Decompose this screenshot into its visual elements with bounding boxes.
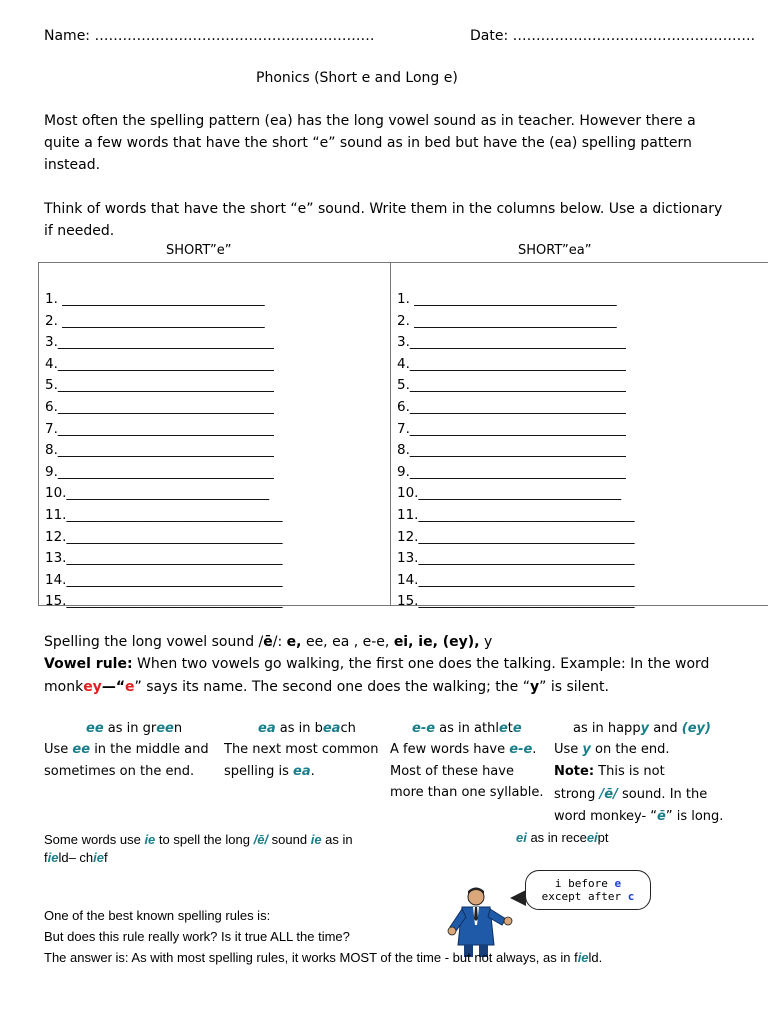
closing-text: The answer is: As with most spelling rules, it works MOST of the time - but not always, as in f: [44, 950, 578, 965]
y-desc-1: [554, 742, 669, 757]
short-ea-row[interactable]: 9.________________________________: [397, 463, 626, 480]
red-e: e: [125, 679, 135, 695]
y-as-in: as in happ: [573, 721, 641, 736]
bubble-e: e: [614, 877, 622, 890]
ee-heading: [86, 721, 182, 736]
short-ea-row[interactable]: 5.________________________________: [397, 377, 626, 394]
short-e-row[interactable]: 2. ______________________________: [45, 312, 265, 329]
e-e-highlight-1: e: [498, 721, 508, 736]
short-ea-row[interactable]: 11.________________________________: [397, 506, 635, 523]
e-e-heading: [412, 721, 522, 736]
ie-sound: sound: [268, 832, 311, 847]
short-e-row[interactable]: 15.________________________________: [45, 593, 283, 610]
date-field-label: Date: …………………………………………….: [470, 28, 756, 44]
ea-desc-2: [224, 764, 315, 779]
e-e-t: t: [507, 721, 513, 736]
short-ea-row[interactable]: 6.________________________________: [397, 398, 626, 415]
ea-end: ch: [340, 721, 356, 736]
ee-use: Use: [44, 742, 73, 757]
spelling-long-vowel-line: [44, 634, 492, 650]
short-e-row[interactable]: 11.________________________________: [45, 506, 283, 523]
short-e-row[interactable]: 12.________________________________: [45, 528, 283, 545]
note-label: Note:: [554, 764, 595, 779]
short-e-column-header: SHORT”e”: [166, 243, 232, 258]
short-ea-row[interactable]: 12.________________________________: [397, 528, 635, 545]
short-ea-row[interactable]: 4.________________________________: [397, 355, 626, 372]
receipt-ei: ei: [586, 830, 598, 845]
pattern-y: y: [479, 634, 493, 650]
short-e-row[interactable]: 9.________________________________: [45, 463, 274, 480]
e-macron: ē: [263, 634, 273, 650]
short-e-row[interactable]: 8.________________________________: [45, 442, 274, 459]
ie-rule-line-2: [44, 850, 108, 865]
ie-rule-line-1: [44, 832, 353, 847]
bubble-line-2: [526, 890, 650, 903]
bubble-line-1: [526, 877, 650, 890]
slash-colon: /:: [272, 634, 287, 650]
short-e-row[interactable]: 3.________________________________: [45, 334, 274, 351]
ee-middle: in the middle and: [90, 742, 209, 757]
short-e-row[interactable]: 10.______________________________: [45, 485, 269, 502]
y-highlight: y: [640, 721, 650, 736]
ea-spelling-is: spelling is: [224, 764, 293, 779]
vowel-rule-text-2: ” says its name. The second one does the walking; the “: [134, 679, 530, 695]
short-ea-column: [397, 289, 634, 613]
ie-as-in: as in: [321, 832, 353, 847]
i-before: i before: [554, 877, 615, 890]
e-e-pattern-2: e-e: [509, 742, 533, 757]
vowel-rule-text: When two vowels go walking, the first one does the talking. Example: In the word: [132, 656, 710, 672]
pattern-ee-ea: ee, ea , e-e,: [301, 634, 394, 650]
short-e-row[interactable]: 13.________________________________: [45, 550, 283, 567]
ee-as-in: as in gr: [103, 721, 157, 736]
y-pattern-2: y: [582, 742, 591, 757]
name-field-label: Name: ……………………………………………………: [44, 28, 375, 44]
speech-bubble-tail: [510, 890, 526, 906]
short-e-row[interactable]: 6.________________________________: [45, 398, 274, 415]
ey-pattern: (ey): [681, 721, 711, 736]
short-ea-row[interactable]: 1. ______________________________: [397, 291, 617, 307]
e-e-pattern: e-e: [412, 721, 436, 736]
chief-ie: ie: [93, 850, 105, 865]
short-ea-row[interactable]: 15.________________________________: [397, 593, 635, 610]
ea-heading: [258, 721, 356, 736]
ee-pattern-2: ee: [72, 742, 91, 757]
y-desc-3: [554, 787, 707, 802]
closing-end: ld.: [588, 950, 603, 965]
spelling-lead: Spelling the long vowel sound /: [44, 634, 264, 650]
e-e-desc-3: more than one syllable.: [390, 785, 544, 800]
note-text: This is not: [594, 764, 665, 779]
sound-in-the: sound. In the: [617, 787, 708, 802]
y-heading: [573, 721, 711, 736]
speech-bubble: [525, 870, 651, 910]
short-e-row[interactable]: 14.________________________________: [45, 571, 283, 588]
e-e-highlight-2: e: [512, 721, 522, 736]
ea-highlight: ea: [322, 721, 341, 736]
ea-pattern: ea: [258, 721, 276, 736]
short-ea-row[interactable]: 7.________________________________: [397, 420, 626, 437]
receipt-end: pt: [597, 830, 609, 845]
e-e-few-words: A few words have: [390, 742, 510, 757]
ie-e-macron: /ē/: [253, 832, 269, 847]
short-ea-row[interactable]: 2. ______________________________: [397, 312, 617, 329]
e-e-desc-2: Most of these have: [390, 764, 514, 779]
dash: —“: [101, 679, 126, 695]
ei-as-in: as in rece: [526, 830, 587, 845]
vowel-rule-line-1: [44, 656, 709, 672]
field-rest: ld– ch: [58, 850, 94, 865]
short-ea-row[interactable]: 8.________________________________: [397, 442, 626, 459]
bold-y: y: [529, 679, 540, 695]
short-ea-row[interactable]: 10.______________________________: [397, 485, 621, 502]
e-e-desc-1: [390, 742, 536, 757]
ei-rule: [516, 830, 609, 845]
vowel-rule-label: Vowel rule:: [44, 656, 133, 672]
pattern-ei-ie-ey: ei, ie, (ey),: [393, 634, 480, 650]
ea-desc-1: The next most common: [224, 742, 379, 757]
y-on-end: on the end.: [590, 742, 670, 757]
short-ea-row[interactable]: 3.________________________________: [397, 334, 626, 351]
is-long: ” is long.: [665, 809, 724, 824]
y-desc-4: [554, 809, 723, 824]
y-use: Use: [554, 742, 583, 757]
y-desc-2: [554, 764, 665, 779]
except-after: except after: [541, 890, 628, 903]
ie-pattern-1: ie: [144, 832, 156, 847]
monkey-ey: ey: [83, 679, 102, 695]
ee-pattern: ee: [86, 721, 104, 736]
pattern-e: e,: [286, 634, 302, 650]
y-and: and: [649, 721, 682, 736]
ee-desc-1: [44, 742, 209, 757]
ee-highlight: ee: [156, 721, 174, 736]
short-ea-row[interactable]: 14.________________________________: [397, 571, 635, 588]
word-monkey: word monkey- “: [554, 809, 658, 824]
ea-as-in: as in b: [275, 721, 323, 736]
monkey-start: monk: [44, 679, 84, 695]
bubble-c: c: [627, 890, 635, 903]
intro-paragraph: Most often the spelling pattern (ea) has the long vowel sound as in teacher. However there a quite a few words that have the short “e” sound as in bed but have the (ea) spelling pattern instead.: [44, 113, 696, 173]
ee-desc-2: sometimes on the end.: [44, 764, 195, 779]
closing-line-2: But does this rule really work? Is it true ALL the time?: [44, 929, 350, 944]
e-macron-2: ē: [657, 809, 666, 824]
ea-period: .: [310, 764, 315, 779]
ie-to-spell: to spell the long: [155, 832, 254, 847]
short-e-row[interactable]: 5.________________________________: [45, 377, 274, 394]
instruction-paragraph: Think of words that have the short “e” sound. Write them in the columns below. Use a dictionary if needed.: [44, 201, 723, 239]
ie-some-words: Some words use: [44, 832, 145, 847]
word-table: [38, 262, 768, 610]
short-e-row[interactable]: 7.________________________________: [45, 420, 274, 437]
closing-line-1: One of the best known spelling rules is:: [44, 908, 271, 923]
strong: strong: [554, 787, 600, 802]
e-e-period: .: [532, 742, 537, 757]
short-ea-column-header: SHORT”ea”: [518, 243, 592, 258]
e-macron-sound: /ē/: [599, 787, 618, 802]
field-ie: ie: [47, 850, 59, 865]
short-ea-row[interactable]: 13.________________________________: [397, 550, 635, 567]
chief-f: f: [104, 850, 108, 865]
vowel-rule-text-3: ” is silent.: [539, 679, 609, 695]
page-title: Phonics (Short e and Long e): [256, 70, 458, 86]
short-e-row[interactable]: 1. ______________________________: [45, 291, 265, 307]
column-divider: [390, 263, 391, 605]
ea-pattern-2: ea: [293, 764, 311, 779]
field-f: f: [44, 850, 48, 865]
e-e-as-in: as in athl: [435, 721, 499, 736]
closing-ie: ie: [577, 950, 589, 965]
ie-pattern-2: ie: [310, 832, 322, 847]
ei-pattern: ei: [516, 830, 527, 845]
vowel-rule-line-2: [44, 679, 609, 695]
short-e-row[interactable]: 4.________________________________: [45, 355, 274, 372]
short-e-column: [45, 289, 282, 613]
closing-line-3: [44, 950, 602, 965]
ee-end: n: [173, 721, 183, 736]
